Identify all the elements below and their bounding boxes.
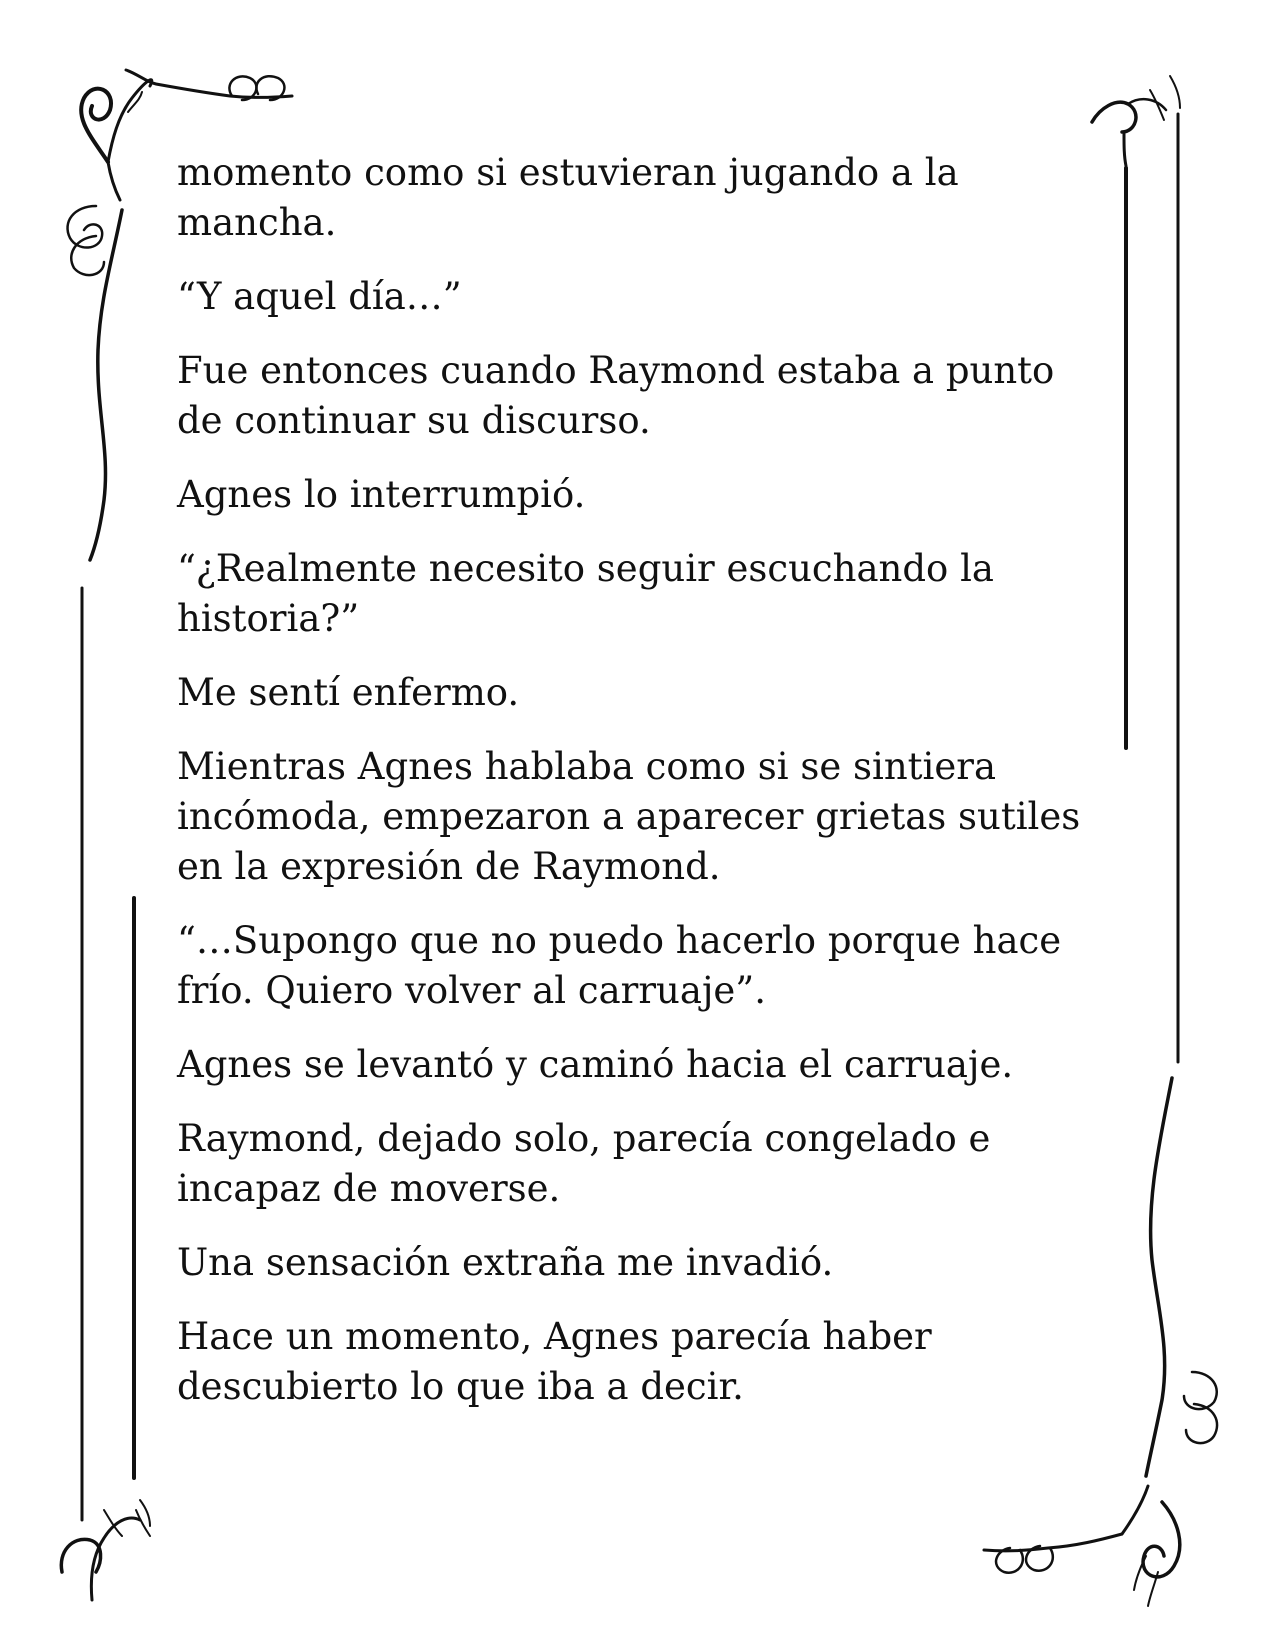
paragraph: Una sensación extraña me invadió.: [177, 1241, 834, 1284]
paragraph: “Y aquel día…”: [177, 275, 462, 318]
paragraph: Hace un momento, Agnes parecía haber descubierto lo que iba a decir.: [177, 1315, 932, 1408]
paragraph: Agnes se levantó y caminó hacia el carruaje.: [177, 1043, 1014, 1086]
flourish-bottom-left: [61, 1500, 150, 1600]
paragraph: Mientras Agnes hablaba como si se sintiera incómoda, empezaron a aparecer grietas sutiles en la expresión de Raymond.: [177, 745, 1081, 888]
paragraph: Agnes lo interrumpió.: [177, 473, 586, 516]
paragraph: “…Supongo que no puedo hacerlo porque hace frío. Quiero volver al carruaje”.: [177, 919, 1062, 1012]
paragraph: Fue entonces cuando Raymond estaba a punto de continuar su discurso.: [177, 349, 1055, 442]
paragraph: “¿Realmente necesito seguir escuchando la historia?”: [177, 547, 994, 640]
body-text: [177, 148, 1107, 1436]
paragraph: Raymond, dejado solo, parecía congelado e incapaz de moverse.: [177, 1117, 991, 1210]
paragraph: Me sentí enfermo.: [177, 671, 520, 714]
paragraph: momento como si estuvieran jugando a la mancha.: [177, 151, 959, 244]
